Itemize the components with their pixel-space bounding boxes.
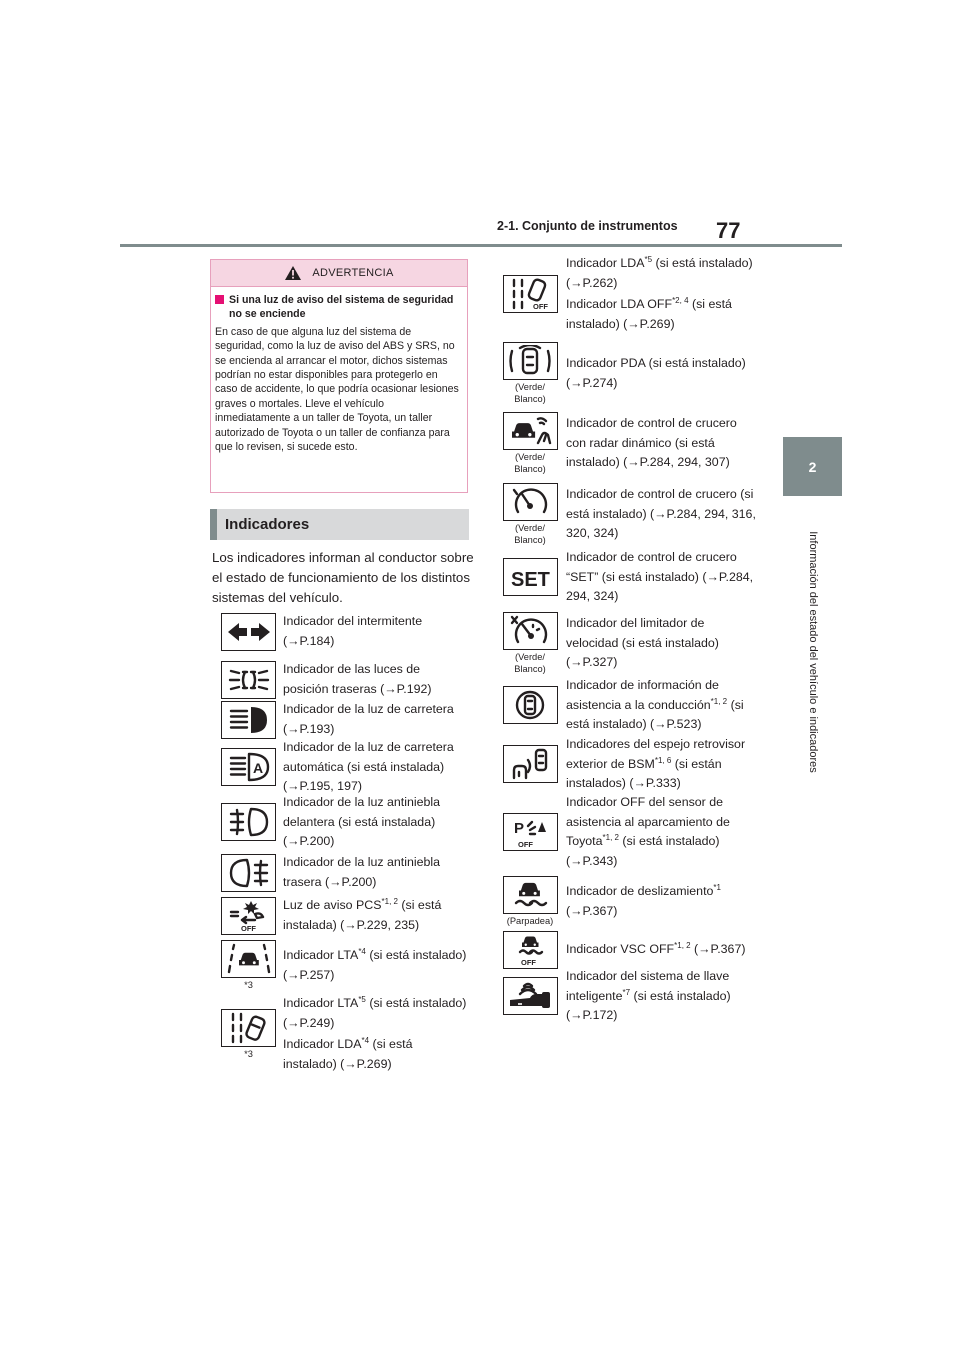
indicator-description: Indicador de control de crucero “SET” (si está instalado) (→P.284, 294, 324)	[566, 550, 754, 603]
icon-caption: (Verde/ Blanco)	[514, 452, 546, 474]
page-number: 77	[716, 218, 741, 243]
indicator-row	[500, 548, 756, 607]
indicator-row	[220, 896, 470, 935]
warning-text: En caso de que alguna luz del sistema de seguridad, como la luz de aviso del ABS y SRS, no se encienda al arrancar el motor, dichos sistemas podrían no estar disponibles para protegerlo en caso de accidente, lo que podría ocasionar lesiones graves o mortales. Lleve el vehículo inmediatamente a un taller de Toyota, un taller autorizado de Toyota o un taller de confianza para que lo revisen, si sucede esto.	[215, 325, 459, 454]
lta-lane-icon	[221, 940, 276, 978]
indicator-description: Indicador de la luz antiniebla trasera (→P.200)	[283, 855, 441, 889]
indicator-row	[500, 412, 756, 475]
warning-triangle-icon	[284, 265, 302, 281]
indicator-row	[500, 342, 756, 405]
icon-caption: *3	[244, 980, 253, 990]
icon-caption: (Parpadea)	[506, 916, 554, 926]
indicator-description: Indicadores del espejo retrovisor exterior de BSM$^{*1, 6}$ (si están instalados) (→P.333)	[566, 737, 746, 790]
svg-text:OFF: OFF	[518, 840, 533, 848]
cruise-control-icon	[503, 483, 558, 521]
parking-sensor-off-icon	[503, 813, 558, 851]
header-rule	[120, 244, 842, 247]
warning-title: ADVERTENCIA	[312, 267, 394, 279]
pda-icon	[503, 342, 558, 380]
section-intro: Los indicadores informan al conductor sobre el estado de funcionamiento de los distintos sistemas del vehículo.	[212, 550, 474, 605]
indicator-description: Indicador de control de crucero con radar dinámico (si está instalado) (→P.284, 294, 307)	[566, 416, 737, 470]
speed-limiter-icon	[503, 612, 558, 650]
indicator-row	[500, 735, 756, 794]
indicator-row	[220, 853, 470, 892]
indicator-description: Indicador LTA$^{*5}$ (si está instalado) (→P.249) Indicador LDA$^{*4}$ (si está instalado) (→P.269)	[283, 994, 467, 1071]
indicator-row	[220, 940, 470, 991]
indicator-description: Indicador de deslizamiento$^{*1}$ (→P.367)	[566, 882, 721, 918]
indicator-row	[220, 612, 470, 651]
warning-subtitle: Si una luz de aviso del sistema de seguridad no se enciende	[215, 293, 461, 322]
smart-key-icon	[503, 977, 558, 1015]
icon-caption: *3	[244, 1048, 253, 1059]
icon-caption: (Verde/ Blanco)	[514, 382, 546, 404]
indicator-description: Indicador de la luz de carretera (→P.193)	[283, 702, 454, 736]
indicator-row	[220, 793, 470, 852]
warning-box	[210, 259, 468, 493]
pcs-off-icon	[221, 897, 276, 935]
rear-fog-icon	[221, 854, 276, 892]
indicator-description: Indicador de la luz antiniebla delantera (si está instalada) (→P.200)	[283, 795, 441, 848]
icon-caption: (Verde/ Blanco)	[514, 523, 546, 545]
indicator-description: Indicador de las luces de posición traseras (→P.192)	[283, 662, 432, 696]
indicator-description: Indicador LDA$^{*5}$ (si está instalado) (→P.262) Indicador LDA OFF$^{*2, 4}$ (si está instalado) (→P.269)	[566, 254, 753, 331]
vsc-off-icon	[503, 931, 558, 969]
indicator-row	[500, 254, 756, 334]
radar-cruise-icon	[503, 412, 558, 450]
indicator-description: Indicador de la luz de carretera automática (si está instalada) (→P.195, 197)	[283, 740, 454, 793]
indicator-row	[500, 876, 756, 927]
chapter-tab: 2	[783, 437, 842, 496]
indicator-row	[220, 700, 470, 739]
indicator-row	[500, 676, 756, 735]
cruise-set-icon	[503, 558, 558, 596]
svg-text:OFF: OFF	[533, 302, 548, 310]
svg-text:P: P	[514, 820, 525, 837]
running-header: 2-1. Conjunto de instrumentos	[497, 219, 678, 233]
tail-light-icon	[221, 661, 276, 699]
indicator-description: Indicador de información de asistencia a la conducción$^{*1, 2}$ (si está instalado) (→P.523)	[566, 678, 744, 731]
chapter-tab-label: Información del estado del vehículo e indicadores	[807, 531, 820, 773]
indicator-row	[500, 967, 756, 1026]
front-fog-icon	[221, 803, 276, 841]
svg-text:OFF: OFF	[240, 923, 256, 932]
indicator-description: Indicador de control de crucero (si está instalado) (→P.284, 294, 316, 320, 324)	[566, 487, 756, 541]
icon-caption: (Verde/ Blanco)	[514, 652, 546, 674]
indicator-row	[500, 793, 756, 871]
lda-off-icon	[503, 275, 558, 313]
bsm-mirror-icon	[503, 745, 558, 783]
indicator-row	[220, 660, 470, 699]
indicator-row	[500, 483, 756, 546]
svg-text:OFF: OFF	[521, 958, 536, 966]
indicator-row	[220, 738, 470, 797]
indicator-description: Indicador PDA (si está instalado) (→P.274)	[566, 356, 746, 390]
indicator-description: Indicador del limitador de velocidad (si está instalado) (→P.327)	[566, 616, 719, 670]
driving-assist-icon	[503, 686, 558, 724]
svg-text:SET: SET	[511, 569, 550, 592]
svg-text:A: A	[252, 760, 263, 777]
warning-header	[211, 260, 467, 287]
indicator-row	[220, 994, 470, 1074]
lta-steering-icon	[221, 1009, 276, 1047]
indicator-description: Indicador VSC OFF$^{*1, 2}$ (→P.367)	[566, 941, 746, 957]
slip-icon	[503, 876, 558, 914]
indicator-description: Indicador del sistema de llave inteligente$^{*7}$ (si está instalado) (→P.172)	[566, 969, 731, 1022]
indicator-row	[500, 612, 756, 675]
indicator-description: Indicador OFF del sensor de asistencia al aparcamiento de Toyota$^{*1, 2}$ (si está instalado) (→P.343)	[566, 795, 730, 868]
bullet-square-icon	[215, 295, 224, 304]
indicator-description: Indicador LTA$^{*4}$ (si está instalado) (→P.257)	[283, 946, 467, 982]
section-title: Indicadores	[210, 509, 469, 540]
indicator-description: Luz de aviso PCS$^{*1, 2}$ (si está instalada) (→P.229, 235)	[283, 896, 442, 932]
high-beam-icon	[221, 701, 276, 739]
indicator-description: Indicador del intermitente (→P.184)	[283, 614, 423, 648]
turn-signal-icon	[221, 613, 276, 651]
indicator-row	[500, 931, 756, 969]
auto-high-beam-icon	[221, 748, 276, 786]
